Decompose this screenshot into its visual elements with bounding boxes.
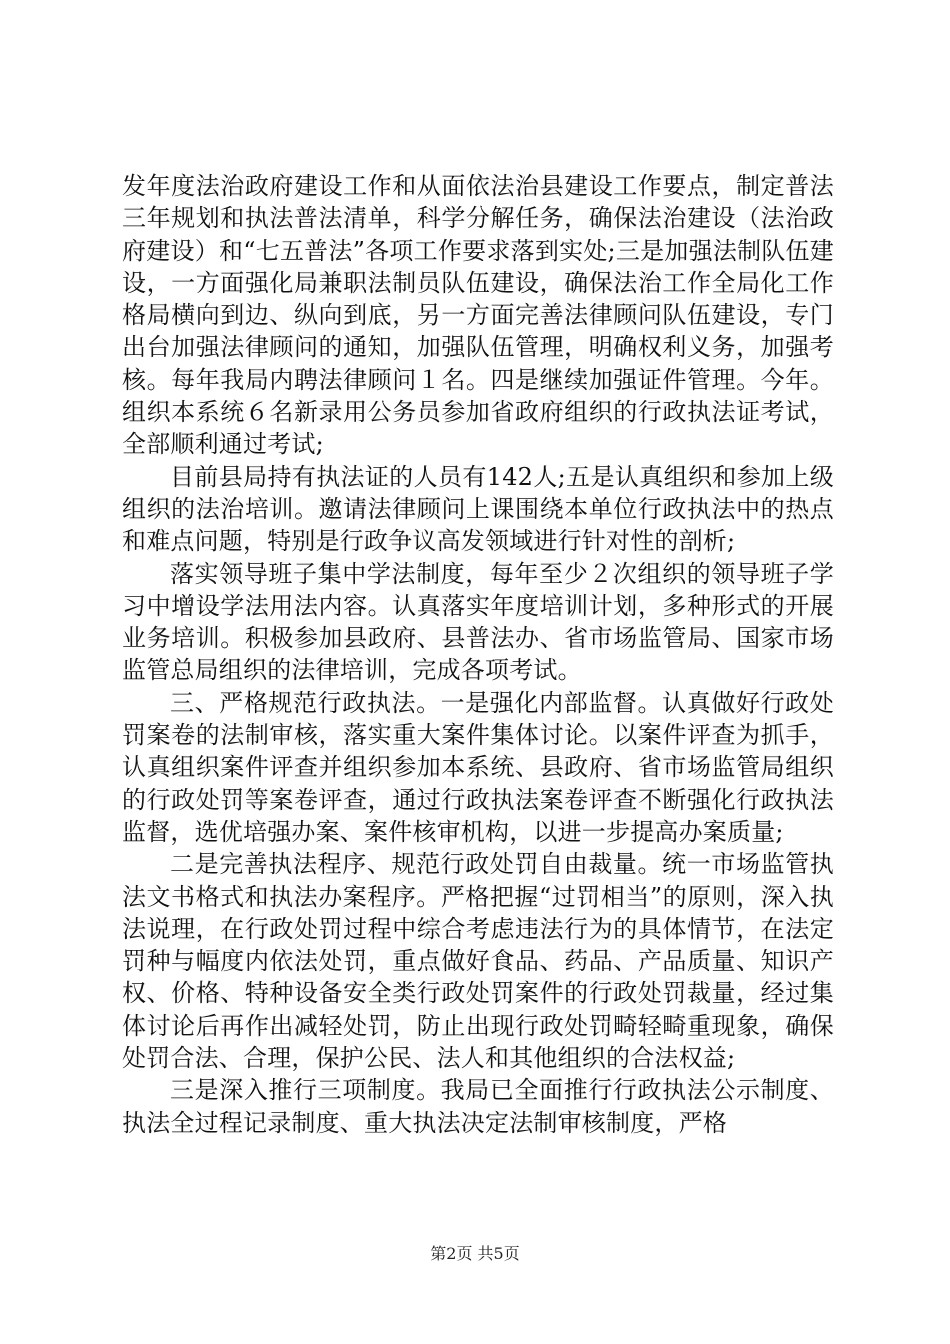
paragraph-3: 落实领导班子集中学法制度，每年至少２次组织的领导班子学习中增设学法用法内容。认真落实年度培训计划，多种形式的开展业务培训。积极参加县政府、县普法办、省市场监管局、国家市场监管总局组织的法律培训，完成各项考试。 — [122, 559, 834, 685]
body-text — [122, 170, 834, 1139]
paragraph-5: 二是完善执法程序、规范行政处罚自由裁量。统一市场监管执法文书格式和执法办案程序。严格把握“过罚相当”的原则，深入执法说理，在行政处罚过程中综合考虑违法行为的具体情节，在法定罚种与幅度内依法处罚，重点做好食品、药品、产品质量、知识产权、价格、特种设备安全类行政处罚案件的行政处罚裁量，经过集体讨论后再作出减轻处罚，防止出现行政处罚畸轻畸重现象，确保处罚合法、合理，保护公民、法人和其他组织的合法权益; — [122, 850, 834, 1073]
paragraph-1: 发年度法治政府建设工作和从面依法治县建设工作要点，制定普法三年规划和执法普法清单，科学分解任务，确保法治建设（法治政府建设）和“七五普法”各项工作要求落到实处;三是加强法制队伍建设，一方面强化局兼职法制员队伍建设，确保法治工作全局化工作格局横向到边、纵向到底，另一方面完善法律顾问队伍建设，专门出台加强法律顾问的通知，加强队伍管理，明确权利义务，加强考核。每年我局内聘法律顾问１名。四是继续加强证件管理。今年。组织本系统６名新录用公务员参加省政府组织的行政执法证考试，全部顺利通过考试; — [122, 172, 834, 459]
paragraph-2: 目前县局持有执法证的人员有142人;五是认真组织和参加上级组织的法治培训。邀请法律顾问上课围绕本单位行政执法中的热点和难点问题，特别是行政争议高发领域进行针对性的剖析; — [122, 462, 834, 556]
paragraph-6: 三是深入推行三项制度。我局已全面推行行政执法公示制度、执法全过程记录制度、重大执法决定法制审核制度，严格 — [122, 1076, 834, 1137]
page-number-footer: 第2页 共5页 — [430, 1244, 520, 1263]
paragraph-4: 三、严格规范行政执法。一是强化内部监督。认真做好行政处罚案卷的法制审核，落实重大案件集体讨论。以案件评查为抓手，认真组织案件评查并组织参加本系统、县政府、省市场监管局组织的行政处罚等案卷评查，通过行政执法案卷评查不断强化行政执法监督，选优培强办案、案件核审机构，以进一步提高办案质量; — [122, 688, 834, 846]
